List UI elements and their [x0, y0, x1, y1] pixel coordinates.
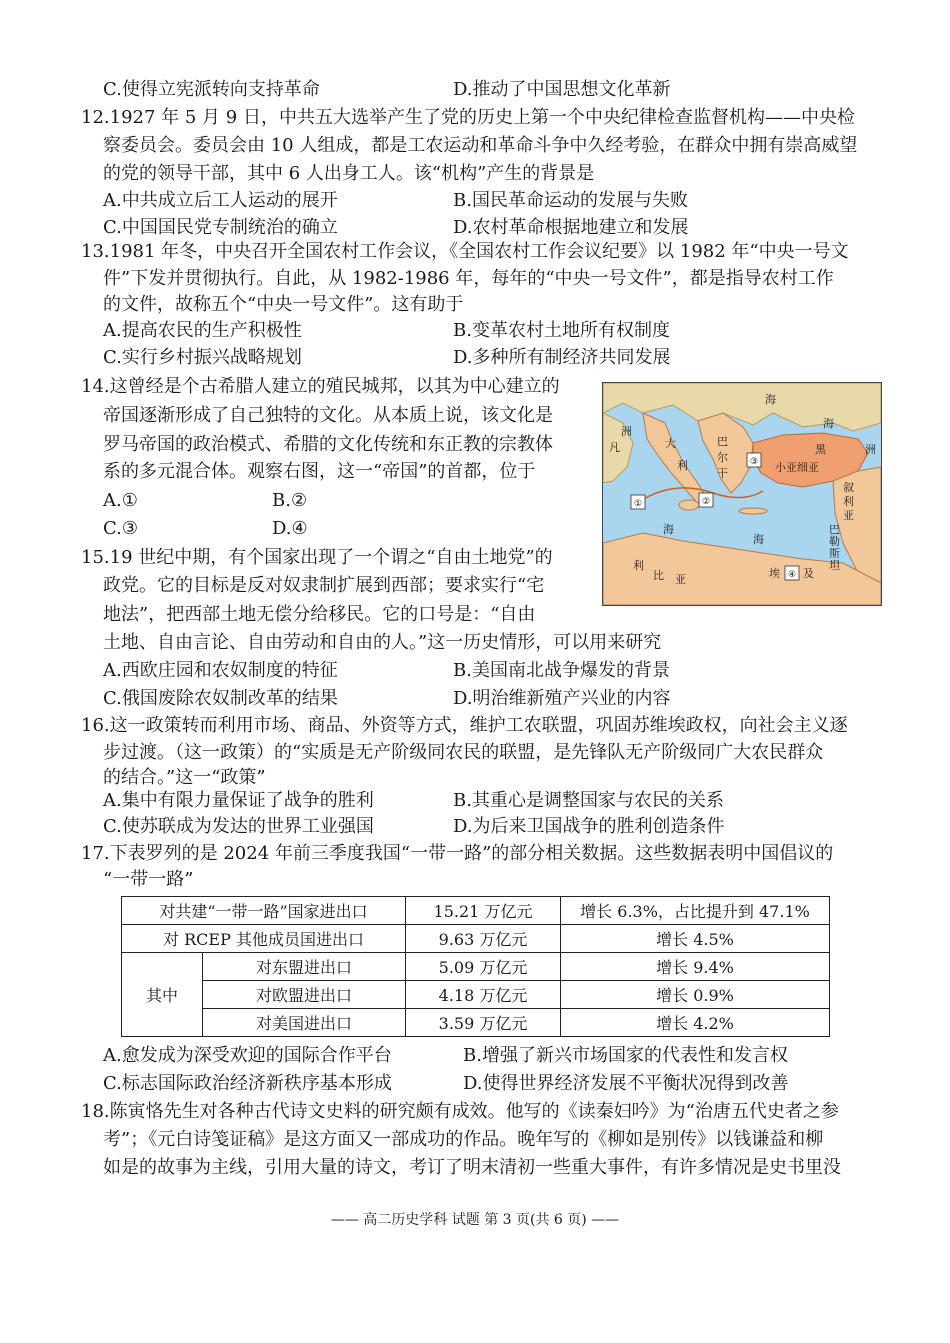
q16-stem-line-2: 步过渡。（这一政策）的“实质是无产阶级同农民的联盟，是先锋队无产阶级同广大农民群众 — [103, 742, 824, 763]
map-label-er: 尔 — [717, 451, 728, 464]
map-marker-1[interactable] — [631, 495, 645, 509]
map-label-ya: 亚 — [843, 509, 854, 522]
map-label-ha: 海 — [753, 533, 764, 546]
table-cell: 15.21 万亿元 — [406, 897, 561, 925]
q15-stem-line-3: 地法”，把西部土地无偿分给移民。它的口号是：“自由 — [103, 604, 536, 625]
q14-option-c[interactable]: C.③ — [103, 518, 138, 539]
table-row — [122, 925, 830, 953]
map-label-tan: 坦 — [829, 559, 840, 572]
map-label-sea-black: 海 — [823, 417, 834, 430]
map-label-zhou-right: 洲 — [865, 443, 876, 456]
q12-option-a[interactable]: A.中共成立后工人运动的展开 — [103, 190, 338, 211]
svg-text:①: ① — [633, 499, 643, 509]
q15-stem-line-1: 15.19 世纪中期，有个国家出现了一个谓之“自由土地党”的 — [81, 547, 553, 568]
q14-option-a[interactable]: A.① — [103, 490, 138, 511]
q16-option-c[interactable]: C.使苏联成为发达的世界工业强国 — [103, 816, 374, 837]
svg-text:②: ② — [701, 497, 711, 507]
map-label-sea-med: 海 — [663, 523, 674, 536]
q12-stem-line-3: 的党的领导干部，其中 6 人出身工人。该“机构”产生的背景是 — [103, 163, 595, 184]
table-row — [122, 897, 830, 925]
page-footer: —— 高二历史学科 试题 第 3 页(共 6 页) —— — [330, 1212, 620, 1228]
map-label-xu: 叙 — [843, 481, 854, 494]
map-label-sea-north: 海 — [765, 393, 776, 406]
q14-stem-line-1: 14.这曾经是个古希腊人建立的殖民城邦，以其为中心建立的 — [81, 376, 560, 397]
q16-stem-line-1: 16.这一政策转而利用市场、商品、外资等方式，维护工农联盟，巩固苏维埃政权，向社会主义逐 — [81, 715, 848, 736]
q15-stem-line-4: 土地、自由言论、自由劳动和自由的人。”这一历史情形，可以用来研究 — [103, 632, 662, 653]
map-label-gan: 干 — [717, 467, 728, 480]
map-island-crete — [739, 508, 767, 514]
map-svg — [603, 383, 881, 605]
map-label-li2: 利 — [633, 559, 644, 572]
map-label-da: 大 — [665, 437, 676, 450]
map-label-li: 利 — [677, 459, 688, 472]
q12-stem-line-2: 察委员会。委员会由 10 人组成，都是工农运动和革命斗争中久经考验，在群众中拥有崇高威望 — [103, 135, 858, 156]
table-cell: 增长 4.2% — [561, 1009, 830, 1037]
map-label-ya2: 亚 — [675, 573, 686, 586]
map-label-ji: 及 — [803, 567, 814, 580]
q13-option-c[interactable]: C.实行乡村振兴战略规划 — [103, 347, 302, 368]
table-cell: 增长 4.5% — [561, 925, 830, 953]
table-cell: 对美国进出口 — [203, 1009, 406, 1037]
q14-stem-line-4: 系的多元混合体。观察右图，这一“帝国”的首都，位于 — [103, 461, 536, 482]
q15-option-c[interactable]: C.俄国废除农奴制改革的结果 — [103, 688, 338, 709]
map-marker-2[interactable] — [699, 493, 713, 507]
q14-stem-line-3: 罗马帝国的政治模式、希腊的文化传统和东正教的宗教体 — [103, 434, 553, 455]
table-cell-group: 其中 — [122, 953, 203, 1037]
q14-stem-line-2: 帝国逐渐形成了自己独特的文化。从本质上说，该文化是 — [103, 405, 553, 426]
table-cell: 5.09 万亿元 — [406, 953, 561, 981]
map-label-xiaoya: 小亚细亚 — [775, 461, 819, 474]
map-label-si: 斯 — [829, 547, 840, 560]
q12-option-c[interactable]: C.中国国民党专制统治的确立 — [103, 217, 338, 238]
map-label-bi: 比 — [653, 569, 664, 582]
q17-stem-line-2: “一带一路” — [103, 869, 194, 890]
table-row — [122, 981, 830, 1009]
map-marker-3[interactable] — [747, 453, 761, 467]
q12-stem-line-1: 12.1927 年 5 月 9 日，中共五大选举产生了党的历史上第一个中央纪律检查监督机构——中央检 — [81, 107, 855, 128]
table-cell: 4.18 万亿元 — [406, 981, 561, 1009]
map-label-ba: 巴 — [717, 435, 728, 448]
q13-stem-line-2: 件”下发并贯彻执行。自此，从 1982-1986 年，每年的“中央一号文件”，都是指导农村工作 — [103, 268, 834, 289]
map-label-lya: 利 — [843, 495, 854, 508]
map-island-sicily — [679, 500, 699, 510]
q17-option-d[interactable]: D.使得世界经济发展不平衡状况得到改善 — [463, 1073, 789, 1094]
q16-option-d[interactable]: D.为后来卫国战争的胜利创造条件 — [453, 816, 725, 837]
q13-option-a[interactable]: A.提高农民的生产积极性 — [103, 320, 302, 341]
map-marker-4[interactable] — [785, 566, 799, 580]
q11-option-d[interactable]: D.推动了中国思想文化革新 — [453, 79, 671, 100]
q18-stem-line-2: 考”；《元白诗笺证稿》是这方面又一部成功的作品。晚年写的《柳如是别传》以钱谦益和柳 — [103, 1129, 824, 1150]
map-land-italy — [643, 413, 707, 505]
q12-option-b[interactable]: B.国民革命运动的发展与失败 — [453, 190, 688, 211]
map-label-fan: 凡 — [609, 441, 620, 454]
map-label-ba2: 巴 — [829, 523, 840, 536]
q15-stem-line-2: 政党。它的目标是反对奴隶制扩展到西部；要求实行“宅 — [103, 575, 545, 596]
svg-text:③: ③ — [749, 457, 759, 467]
q12-option-d[interactable]: D.农村革命根据地建立和发展 — [453, 217, 689, 238]
q18-stem-line-3: 如是的故事为主线，引用大量的诗文，考订了明末清初一些重大事件，有许多情况是史书里没 — [103, 1157, 841, 1178]
q16-option-a[interactable]: A.集中有限力量保证了战争的胜利 — [103, 790, 374, 811]
q17-option-c[interactable]: C.标志国际政治经济新秩序基本形成 — [103, 1073, 392, 1094]
q15-option-b[interactable]: B.美国南北战争爆发的背景 — [453, 660, 670, 681]
table-cell: 增长 0.9% — [561, 981, 830, 1009]
map-label-hei: 黑 — [815, 443, 826, 456]
table-cell: 对东盟进出口 — [203, 953, 406, 981]
q17-option-a[interactable]: A.愈发成为深受欢迎的国际合作平台 — [103, 1045, 392, 1066]
q16-option-b[interactable]: B.其重心是调整国家与农民的关系 — [453, 790, 724, 811]
map-label-le: 勒 — [829, 535, 840, 548]
q14-option-d[interactable]: D.④ — [272, 518, 308, 539]
table-cell: 对欧盟进出口 — [203, 981, 406, 1009]
map-label-zhou-left: 洲 — [621, 425, 632, 438]
q13-option-b[interactable]: B.变革农村土地所有权制度 — [453, 320, 670, 341]
table-cell: 对 RCEP 其他成员国进出口 — [122, 925, 406, 953]
q16-stem-line-3: 的结合。”这一“政策” — [103, 767, 266, 788]
table-cell: 增长 6.3%，占比提升到 47.1% — [561, 897, 830, 925]
q18-stem-line-1: 18.陈寅恪先生对各种古代诗文史料的研究颇有成效。他写的《读秦妇吟》为“治唐五代史者之参 — [81, 1101, 839, 1122]
q17-option-b[interactable]: B.增强了新兴市场国家的代表性和发言权 — [463, 1045, 788, 1066]
svg-text:④: ④ — [787, 570, 797, 580]
table-cell: 9.63 万亿元 — [406, 925, 561, 953]
q13-stem-line-3: 的文件，故称五个“中央一号文件”。这有助于 — [103, 294, 464, 315]
belt-road-data-table — [121, 896, 830, 1037]
table-cell: 3.59 万亿元 — [406, 1009, 561, 1037]
byzantine-empire-map — [602, 382, 882, 606]
q15-option-d[interactable]: D.明治维新殖产兴业的内容 — [453, 688, 671, 709]
q14-option-b[interactable]: B.② — [272, 490, 308, 511]
table-cell: 对共建“一带一路”国家进出口 — [122, 897, 406, 925]
q13-stem-line-1: 13.1981 年冬，中央召开全国农村工作会议，《全国农村工作会议纪要》以 1982 年“中央一号文 — [81, 241, 849, 262]
map-label-ai: 埃 — [769, 567, 780, 580]
q13-option-d[interactable]: D.多种所有制经济共同发展 — [453, 347, 671, 368]
q17-stem-line-1: 17.下表罗列的是 2024 年前三季度我国“一带一路”的部分相关数据。这些数据表明中国倡议的 — [81, 843, 834, 864]
q15-option-a[interactable]: A.西欧庄园和农奴制度的特征 — [103, 660, 338, 681]
q11-option-c[interactable]: C.使得立宪派转向支持革命 — [103, 79, 320, 100]
table-row — [122, 1009, 830, 1037]
table-row — [122, 953, 830, 981]
table-cell: 增长 9.4% — [561, 953, 830, 981]
